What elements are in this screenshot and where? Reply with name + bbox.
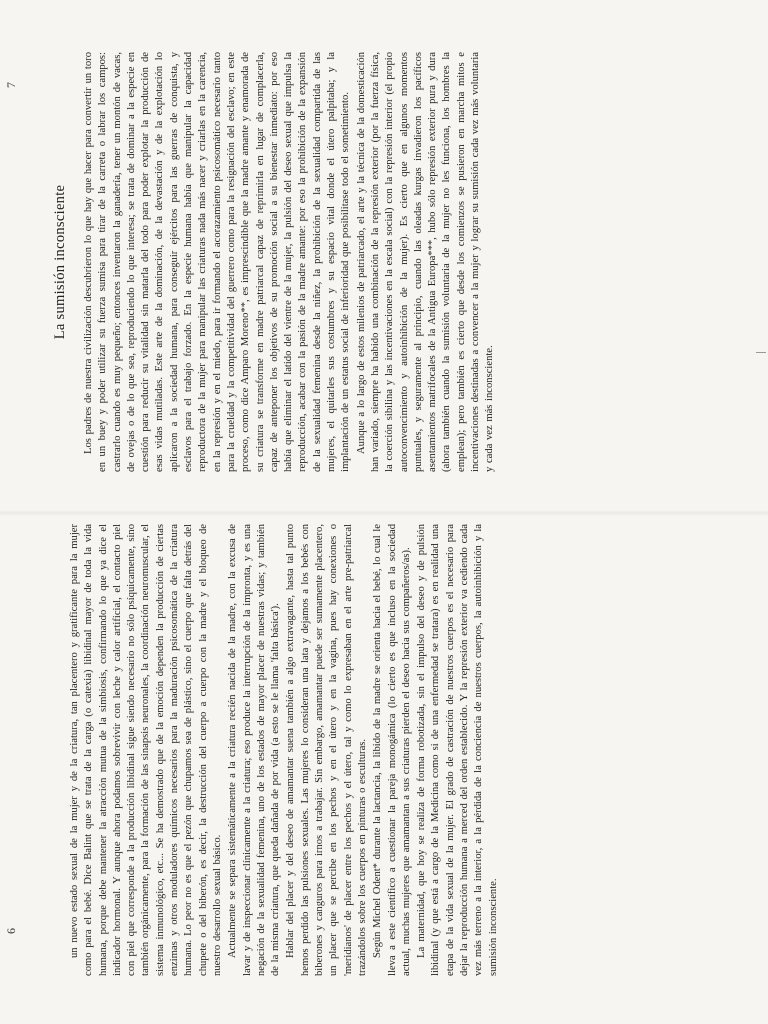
scan-edge-mark: [756, 352, 766, 353]
right-page-text: [82, 52, 498, 472]
paragraph: un nuevo estado sexual de la mujer y de la criatura, tan placentero y gratificante para la mujer como para el bebé. Dice Balint que se trata de la carga (o catexia) libidinal mayor de toda la vida humana, porque debe mantener la atracción mutua de la simbiosis, confirmando lo que ya dice el indicador hormonal. Y aunque ahora podamos sobrevivir con leche y calor artificial, el contacto piel con piel que corresponde a la producción libidinal sigue siendo necesario no sólo psíquicamente, sino también orgánicamente, para la formación de las sinapsis neuronales, la coordinación neuromuscular, el sistema inmunológico, etc... Se ha demostrado que de la emoción dependen la producción de ciertas enzimas y otros moduladores químicos necesarios para la maduración psicosomática de la criatura humana. Lo peor no es que el pezón que chupamos sea de plástico, sino el cuerpo que falta detrás del chupete o del biberón, es decir, la destrucción del cuerpo a cuerpo con la madre y el bloqueo de nuestro desarrollo sexual básico.: [69, 524, 223, 976]
chapter-title: La sumisión inconsciente: [52, 184, 68, 340]
left-page: [0, 512, 768, 1024]
paragraph: Aunque a lo largo de estos milenios de patriarcado, el arte y la técnica de la domesticación han variado, siempre ha habido una combinación de la represión exterior (por la fuerza física, la coerción sibilina y las incentivaciones en la escala social) con la represión interior (el propio autoconvencimiento y autoinhibición de la mujer). Es cierto que en algunos momentos puntuales, y seguramente al principio, cuando las oleadas kurgas invadieron los pacíficos asentamientos matrifocales de la Antigua Europa***, hubo sólo represión exterior pura y dura (ahora también cuando la sumisión voluntaria de la mujer no les funciona, los hombres la emplean); pero también es cierto que desde los comienzos se pusieron en marcha mitos e incentivaciones destinadas a convencer a la mujer y lograr su sumisión cada vez más voluntaria y cada vez más inconsciente.: [355, 52, 496, 472]
page-number-right: 7: [4, 82, 18, 88]
paragraph: Actualmente se separa sistemáticamente a la criatura recién nacida de la madre, con la excusa de lavar y de inspeccionar clínicamente a la criatura; eso produce la interrupción de la impronta, y es una negación de la sexualidad femenina, uno de los estados de mayor placer de nuestras vidas; y también de la misma criatura, que queda dañada de por vida (a esto se le llama 'falta básica').: [227, 524, 282, 976]
paragraph: Hablar del placer y del deseo de amamantar suena también a algo extravagante, hasta tal punto hemos perdido las pulsiones sexuales. Las mujeres lo consideran una lata y dejamos a los bebés con biberones y canguros para irnos a trabajar. Sin embargo, amamantar puede ser sumamente placentero, un placer que se percibe en los pechos y en el útero y en la vagina, pues hay conexiones o 'meridianos' de placer entre los pechos y el útero, tal y como lo expresaban en el arte pre-patriarcal trazándolos sobre los cuerpos en pinturas o esculturas.: [285, 524, 368, 976]
left-page-text: [68, 524, 501, 976]
paragraph: Los padres de nuestra civilización descubrieron lo que hay que hacer para convertir un toro en un buey y poder utilizar su fuerza sumisa para tirar de la carreta o labrar los campos: castrarlo cuando es muy pequeño; entonces inventaron la ganadería, tener un montón de vacas, de ovejas o de lo que sea, reproduciendo lo que interesa; se trata de dominar a la especie en cuestión para reducir su vitalidad sin matarla del todo para poder explotar la producción de esas vidas mutiladas. Este arte de la dominación, de la devastación y de la explotación lo aplicaron a la sociedad humana, para conseguir ejércitos para las guerras de conquista, y esclavos para el trabajo forzado. En la especie humana había que manipular la capacidad reproductora de la mujer para manipular las criaturas nada más nacer y criarlas en la carencia, en la represión y en el miedo, para ir formando el acorazamiento psicosomático necesario tanto para la crueldad y la competitividad del guerrero como para la resignación del esclavo; en este proceso, como dice Amparo Moreno**, es imprescindible que la madre amante y enamorada de su criatura se transforme en madre patriarcal capaz de reprimirla en lugar de complacerla, capaz de anteponer los objetivos de su promoción social a su bienestar inmediato: por eso había que eliminar el latido del vientre de la mujer, la pulsión del deseo sexual que impulsa la reproducción, acabar con la pasión de la madre amante: por eso la prohibición de la expansión de la sexualidad femenina desde la niñez, la prohibición de la sexualidad compartida de las mujeres, el quitarles sus costumbres y su espacio vital donde el útero palpitaba; y la implantación de un estatus social de inferioridad que posibilitase todo el sometimiento.: [83, 52, 352, 472]
paragraph: La maternidad, que hoy se realiza de forma robotizada, sin el impulso del deseo y de pulsión libidinal (y que está a cargo de la Medicina como si de una enfermedad se tratara) es en realidad una etapa de la vida sexual de la mujer. El grado de castración de nuestros cuerpos es el necesario para dejar la reproducción humana a merced del orden establecido. Y la represión exterior va cediendo cada vez más terreno a la interior, a la pérdida de la conciencia de nuestros cuerpos, la autoinhibición y la sumisión inconsciente.: [416, 524, 499, 976]
page-number-left: 6: [4, 928, 18, 934]
paragraph: Según Michel Odent* durante la lactancia, la libido de la madre se orienta hacia el bebé, lo cual le lleva a este científico a cuestionar la pareja monogámica (lo cierto es que incluso en la sociedad actual, muchas mujeres que amamantan a sus criaturas pierden el deseo hacia sus compañeros/as).: [372, 524, 412, 976]
